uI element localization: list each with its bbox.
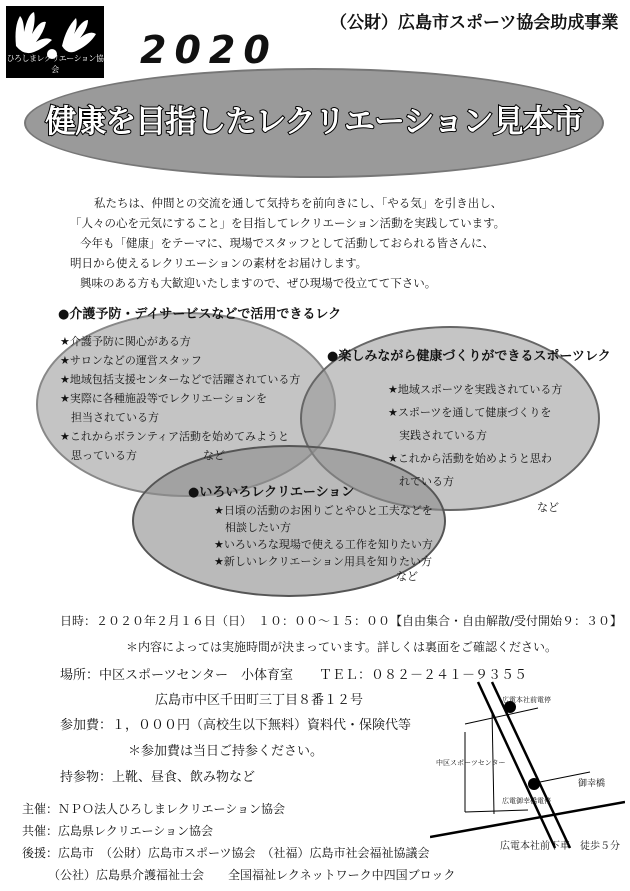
- logo: [6, 6, 104, 78]
- list-item: ★地域包括支援センターなどで活躍されている方: [60, 373, 301, 386]
- section-care-title: ●介護予防・デイサービスなどで活用できるレク: [58, 307, 342, 322]
- supporters: 後援：広島市 （公財）広島市スポーツ協会 （社福）広島市社会福祉協議会: [22, 846, 430, 860]
- event-fee-note: ＊参加費は当日ご持参ください。: [128, 744, 324, 759]
- event-date: 日時：２０２０年２月１６日（日） １０：００～１５：００【自由集合・自由解散/受付開始９：３０】: [60, 614, 623, 628]
- section-sports-title: ●楽しみながら健康づくりができるスポーツレク: [327, 349, 611, 364]
- logo-text: ひろしまレクリエーション協会: [6, 54, 104, 74]
- list-item: ★これからボランティア活動を始めてみようと: [60, 430, 289, 443]
- intro-line: 今年も「健康」をテーマに、現場でスタッフとして活動しておられる皆さんに、: [80, 236, 494, 250]
- list-item: 思っている方 など: [60, 449, 225, 462]
- section-sports-nado: など: [537, 501, 559, 514]
- section-recreation-title: ●いろいろレクリエーション: [188, 485, 355, 500]
- event-date-note: ＊内容によっては実施時間が決まっています。詳しくは裏面をご確認ください。: [126, 640, 558, 654]
- intro-line: 明日から使えるレクリエーションの素材をお届けします。: [70, 256, 368, 270]
- section-care-list: [60, 332, 300, 465]
- map-label-stop2: 広電御幸橋電停: [502, 797, 551, 805]
- list-item: 実践されている方: [388, 429, 487, 442]
- list-item: れている方: [388, 475, 454, 488]
- section-recreation-list: [214, 502, 433, 570]
- list-item: ★新しいレクリエーション用具を知りたい方: [214, 555, 432, 568]
- intro-line: 私たちは、仲間との交流を通して気持ちを前向きにし、「やる気」を引き出し、: [94, 196, 503, 210]
- list-item: ★日頃の活動のお困りごとやひと工夫などを: [214, 504, 433, 517]
- list-item: ★実際に各種施設等でレクリエーションを: [60, 392, 267, 405]
- section-recreation-nado: など: [396, 570, 418, 583]
- event-address: 広島市中区千田町三丁目８番１２号: [155, 693, 364, 708]
- section-sports-list: [388, 378, 562, 493]
- intro-line: 興味のある方も大歓迎いたしますので、ぜひ現場で役立てて下さい。: [80, 276, 437, 290]
- map-label-bridge: 御幸橋: [578, 779, 606, 789]
- year-heading: 2020: [140, 28, 278, 72]
- list-item: ★いろいろな現場で使える工作を知りたい方: [214, 538, 433, 551]
- map-label-walk: 広電本社前下車 徒歩５分: [500, 841, 620, 852]
- sponsor-text: （公財）広島市スポーツ協会助成事業: [330, 13, 619, 33]
- event-place: 場所：中区スポーツセンター 小体育室 ＴＥＬ：０８２－２４１－９３５５: [60, 668, 527, 683]
- event-bring: 持参物：上靴、昼食、飲み物など: [60, 770, 256, 785]
- map-label-center: 中区スポーツセンター: [436, 759, 506, 767]
- access-map: [430, 672, 625, 857]
- organizer: 主催：ＮＰＯ法人ひろしまレクリエーション協会: [22, 802, 286, 816]
- page-title: 健康を目指したレクリエーション見本市: [45, 104, 583, 140]
- list-item: 相談したい方: [214, 521, 291, 534]
- event-fee: 参加費：１，０００円（高校生以下無料）資料代・保険代等: [60, 718, 412, 733]
- list-item: 担当されている方: [60, 411, 159, 424]
- list-item: ★地域スポーツを実践されている方: [388, 383, 563, 396]
- map-label-stop1: 広電本社前電停: [502, 696, 551, 704]
- intro-paragraph: [70, 193, 590, 293]
- intro-line: 「人々の心を元気にすること」を目指してレクリエーション活動を実践しています。: [70, 216, 506, 230]
- list-item: ★介護予防に関心がある方: [60, 335, 191, 348]
- list-item: ★これから活動を始めようと思わ: [388, 452, 552, 465]
- co-organizer: 共催：広島県レクリエーション協会: [22, 824, 214, 838]
- list-item: ★サロンなどの運営スタッフ: [60, 354, 202, 367]
- list-item: ★スポーツを通して健康づくりを: [388, 406, 552, 419]
- supporters-2: （公社）広島県介護福祉士会 全国福祉レクネットワーク中四国ブロック: [48, 868, 456, 882]
